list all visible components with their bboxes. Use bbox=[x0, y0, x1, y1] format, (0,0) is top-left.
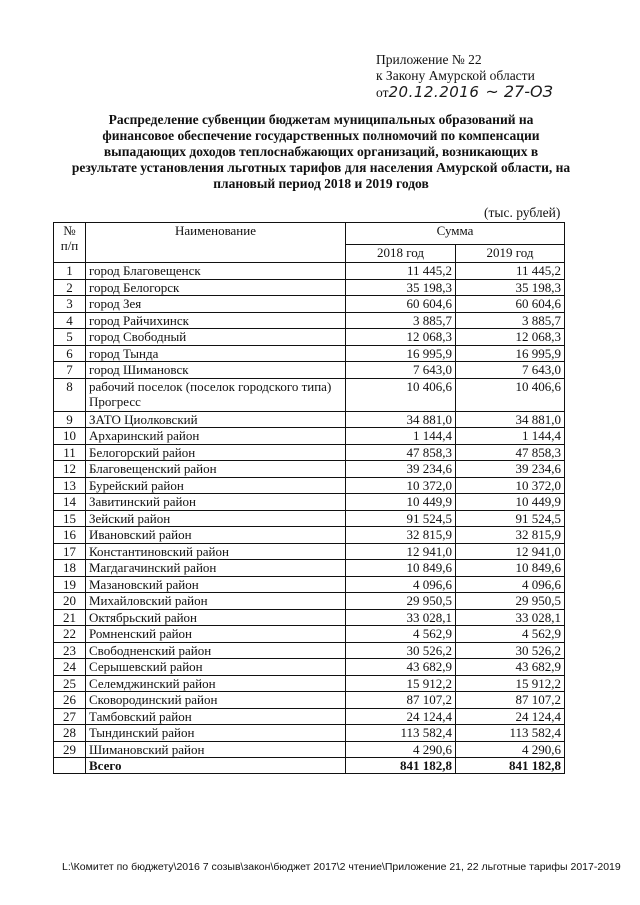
row-name: Шимановский район bbox=[86, 741, 346, 758]
row-value-2018: 113 582,4 bbox=[346, 725, 456, 742]
appendix-date-line bbox=[376, 84, 606, 101]
document-title bbox=[40, 112, 602, 192]
row-value-2018: 3 885,7 bbox=[346, 312, 456, 329]
table-row bbox=[54, 279, 565, 296]
table-row bbox=[54, 725, 565, 742]
row-value-2018: 60 604,6 bbox=[346, 296, 456, 313]
row-number: 16 bbox=[54, 527, 86, 544]
row-value-2019: 43 682,9 bbox=[456, 659, 565, 676]
row-number: 10 bbox=[54, 428, 86, 445]
row-value-2019: 10 449,9 bbox=[456, 494, 565, 511]
table-row bbox=[54, 593, 565, 610]
row-value-2019: 10 372,0 bbox=[456, 477, 565, 494]
total-label: Всего bbox=[86, 758, 346, 774]
table-row bbox=[54, 263, 565, 280]
row-value-2018: 11 445,2 bbox=[346, 263, 456, 280]
row-name: Сковородинский район bbox=[86, 692, 346, 709]
row-value-2019: 30 526,2 bbox=[456, 642, 565, 659]
row-name: город Тында bbox=[86, 345, 346, 362]
subvention-table bbox=[53, 222, 565, 774]
row-value-2018: 24 124,4 bbox=[346, 708, 456, 725]
table-row bbox=[54, 708, 565, 725]
row-number: 25 bbox=[54, 675, 86, 692]
row-name: ЗАТО Циолковский bbox=[86, 411, 346, 428]
table-row bbox=[54, 477, 565, 494]
row-value-2019: 4 290,6 bbox=[456, 741, 565, 758]
row-number: 2 bbox=[54, 279, 86, 296]
row-name: город Благовещенск bbox=[86, 263, 346, 280]
row-number: 28 bbox=[54, 725, 86, 742]
row-name: Благовещенский район bbox=[86, 461, 346, 478]
row-name: Октябрьский район bbox=[86, 609, 346, 626]
table-row bbox=[54, 626, 565, 643]
header-name: Наименование bbox=[86, 223, 346, 263]
table-row bbox=[54, 510, 565, 527]
total-2019: 841 182,8 bbox=[456, 758, 565, 774]
row-value-2019: 7 643,0 bbox=[456, 362, 565, 379]
row-value-2019: 15 912,2 bbox=[456, 675, 565, 692]
row-value-2018: 91 524,5 bbox=[346, 510, 456, 527]
table-row bbox=[54, 411, 565, 428]
row-value-2018: 15 912,2 bbox=[346, 675, 456, 692]
handwritten-date: 20.12.2016 bbox=[388, 83, 480, 101]
row-number: 3 bbox=[54, 296, 86, 313]
row-value-2019: 11 445,2 bbox=[456, 263, 565, 280]
row-name: город Шимановск bbox=[86, 362, 346, 379]
row-name: Свободненский район bbox=[86, 642, 346, 659]
row-value-2018: 10 406,6 bbox=[346, 378, 456, 411]
row-value-2019: 10 406,6 bbox=[456, 378, 565, 411]
row-number: 24 bbox=[54, 659, 86, 676]
row-value-2019: 12 068,3 bbox=[456, 329, 565, 346]
row-value-2019: 33 028,1 bbox=[456, 609, 565, 626]
row-number: 6 bbox=[54, 345, 86, 362]
row-value-2018: 4 290,6 bbox=[346, 741, 456, 758]
row-value-2018: 10 449,9 bbox=[346, 494, 456, 511]
row-name: Константиновский район bbox=[86, 543, 346, 560]
row-value-2018: 10 372,0 bbox=[346, 477, 456, 494]
row-number: 21 bbox=[54, 609, 86, 626]
row-number: 12 bbox=[54, 461, 86, 478]
row-number: 26 bbox=[54, 692, 86, 709]
table-row bbox=[54, 362, 565, 379]
table-row bbox=[54, 444, 565, 461]
row-number: 22 bbox=[54, 626, 86, 643]
header-year-2019: 2019 год bbox=[456, 245, 565, 263]
title-line: плановый период 2018 и 2019 годов bbox=[213, 176, 429, 191]
row-value-2019: 3 885,7 bbox=[456, 312, 565, 329]
row-number: 1 bbox=[54, 263, 86, 280]
row-value-2019: 29 950,5 bbox=[456, 593, 565, 610]
row-number: 18 bbox=[54, 560, 86, 577]
appendix-law-reference: к Закону Амурской области bbox=[376, 68, 535, 83]
row-value-2018: 39 234,6 bbox=[346, 461, 456, 478]
total-row bbox=[54, 758, 565, 774]
table-body bbox=[54, 263, 565, 758]
row-number: 23 bbox=[54, 642, 86, 659]
row-value-2019: 16 995,9 bbox=[456, 345, 565, 362]
row-number: 11 bbox=[54, 444, 86, 461]
row-value-2018: 33 028,1 bbox=[346, 609, 456, 626]
row-value-2019: 12 941,0 bbox=[456, 543, 565, 560]
row-value-2019: 34 881,0 bbox=[456, 411, 565, 428]
row-value-2018: 10 849,6 bbox=[346, 560, 456, 577]
row-name: Селемджинский район bbox=[86, 675, 346, 692]
table-row bbox=[54, 461, 565, 478]
title-line: Распределение субвенции бюджетам муниципальных образований на bbox=[108, 112, 534, 127]
row-name: Архаринский район bbox=[86, 428, 346, 445]
row-name: Тамбовский район bbox=[86, 708, 346, 725]
table-row bbox=[54, 576, 565, 593]
units-label: (тыс. рублей) bbox=[484, 205, 561, 220]
file-path-footer: L:\Комитет по бюджету\2016 7 созыв\закон\бюджет 2017\2 чтение\Приложение 21, 22 льготные тарифы 2017-2019 bbox=[62, 861, 621, 873]
appendix-block bbox=[376, 52, 606, 101]
appendix-number: Приложение № 22 bbox=[376, 52, 482, 67]
table-row bbox=[54, 296, 565, 313]
handwritten-law-number: ~ 27-ОЗ bbox=[485, 82, 553, 101]
row-number: 17 bbox=[54, 543, 86, 560]
table-row bbox=[54, 659, 565, 676]
table-row bbox=[54, 642, 565, 659]
table-row bbox=[54, 675, 565, 692]
row-number: 4 bbox=[54, 312, 86, 329]
table-row bbox=[54, 494, 565, 511]
row-name: город Райчихинск bbox=[86, 312, 346, 329]
header-row-number: № п/п bbox=[54, 223, 86, 263]
row-value-2019: 87 107,2 bbox=[456, 692, 565, 709]
row-number: 15 bbox=[54, 510, 86, 527]
row-value-2019: 91 524,5 bbox=[456, 510, 565, 527]
row-name: Михайловский район bbox=[86, 593, 346, 610]
row-value-2018: 4 096,6 bbox=[346, 576, 456, 593]
row-name: город Свободный bbox=[86, 329, 346, 346]
row-value-2019: 4 562,9 bbox=[456, 626, 565, 643]
table-row bbox=[54, 428, 565, 445]
table-row bbox=[54, 329, 565, 346]
row-value-2019: 35 198,3 bbox=[456, 279, 565, 296]
header-year-2018: 2018 год bbox=[346, 245, 456, 263]
row-value-2018: 29 950,5 bbox=[346, 593, 456, 610]
row-name: Зейский район bbox=[86, 510, 346, 527]
row-value-2018: 47 858,3 bbox=[346, 444, 456, 461]
row-number: 13 bbox=[54, 477, 86, 494]
row-value-2018: 43 682,9 bbox=[346, 659, 456, 676]
row-name: Бурейский район bbox=[86, 477, 346, 494]
row-value-2018: 1 144,4 bbox=[346, 428, 456, 445]
appendix-date-prefix: от bbox=[376, 85, 389, 100]
row-name: рабочий поселок (поселок городского типа) Прогресс bbox=[86, 378, 346, 411]
row-value-2018: 12 941,0 bbox=[346, 543, 456, 560]
row-name: город Белогорск bbox=[86, 279, 346, 296]
table-row bbox=[54, 345, 565, 362]
row-number: 14 bbox=[54, 494, 86, 511]
row-name: Мазановский район bbox=[86, 576, 346, 593]
row-number: 9 bbox=[54, 411, 86, 428]
table-row bbox=[54, 692, 565, 709]
total-2018: 841 182,8 bbox=[346, 758, 456, 774]
total-cell-empty bbox=[54, 758, 86, 774]
row-value-2019: 113 582,4 bbox=[456, 725, 565, 742]
row-number: 7 bbox=[54, 362, 86, 379]
table-row bbox=[54, 560, 565, 577]
row-value-2018: 35 198,3 bbox=[346, 279, 456, 296]
row-value-2018: 4 562,9 bbox=[346, 626, 456, 643]
row-name: Серышевский район bbox=[86, 659, 346, 676]
row-name: Завитинский район bbox=[86, 494, 346, 511]
row-name: Тындинский район bbox=[86, 725, 346, 742]
row-number: 29 bbox=[54, 741, 86, 758]
table-row bbox=[54, 527, 565, 544]
row-value-2018: 12 068,3 bbox=[346, 329, 456, 346]
row-name: Белогорский район bbox=[86, 444, 346, 461]
row-value-2019: 60 604,6 bbox=[456, 296, 565, 313]
row-number: 5 bbox=[54, 329, 86, 346]
row-value-2018: 16 995,9 bbox=[346, 345, 456, 362]
row-value-2019: 10 849,6 bbox=[456, 560, 565, 577]
table-row bbox=[54, 312, 565, 329]
row-name: город Зея bbox=[86, 296, 346, 313]
header-sum: Сумма bbox=[346, 223, 565, 245]
table-row bbox=[54, 543, 565, 560]
row-value-2019: 32 815,9 bbox=[456, 527, 565, 544]
row-value-2019: 1 144,4 bbox=[456, 428, 565, 445]
row-number: 20 bbox=[54, 593, 86, 610]
title-line: выпадающих доходов теплоснабжающих организаций, возникающих в bbox=[103, 144, 539, 159]
table-row bbox=[54, 378, 565, 411]
row-value-2018: 30 526,2 bbox=[346, 642, 456, 659]
row-value-2019: 4 096,6 bbox=[456, 576, 565, 593]
table-row bbox=[54, 741, 565, 758]
row-name: Магдагачинский район bbox=[86, 560, 346, 577]
row-name: Ромненский район bbox=[86, 626, 346, 643]
row-value-2018: 7 643,0 bbox=[346, 362, 456, 379]
row-value-2018: 34 881,0 bbox=[346, 411, 456, 428]
row-value-2018: 32 815,9 bbox=[346, 527, 456, 544]
title-line: финансовое обеспечение государственных полномочий по компенсации bbox=[102, 128, 540, 143]
row-value-2019: 47 858,3 bbox=[456, 444, 565, 461]
title-line: результате установления льготных тарифов для населения Амурской области, на bbox=[71, 160, 571, 175]
row-number: 8 bbox=[54, 378, 86, 411]
row-name: Ивановский район bbox=[86, 527, 346, 544]
table-row bbox=[54, 609, 565, 626]
row-number: 19 bbox=[54, 576, 86, 593]
row-value-2019: 39 234,6 bbox=[456, 461, 565, 478]
row-number: 27 bbox=[54, 708, 86, 725]
row-value-2018: 87 107,2 bbox=[346, 692, 456, 709]
row-value-2019: 24 124,4 bbox=[456, 708, 565, 725]
